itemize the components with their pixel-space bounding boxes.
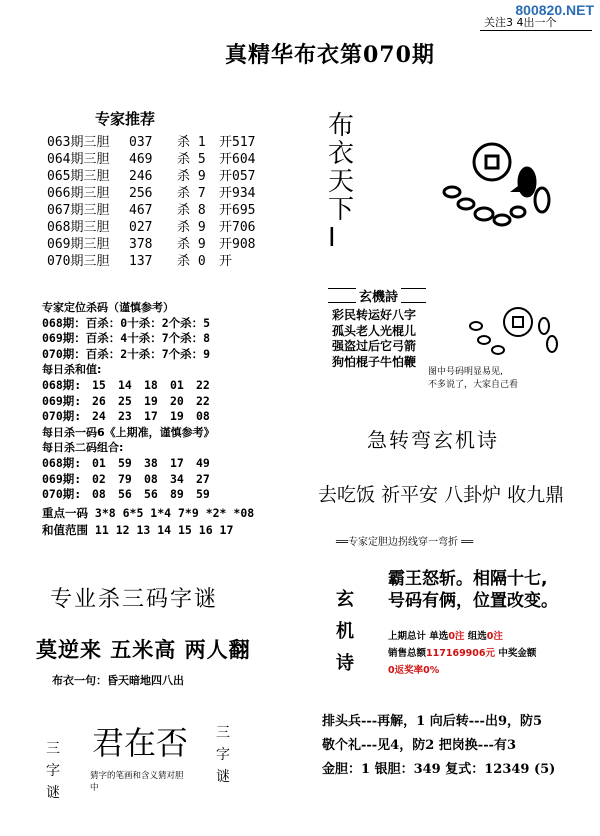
table-row <box>47 151 279 168</box>
num: 26 <box>92 393 106 408</box>
expert-section-title: 专家推荐 <box>95 110 156 128</box>
num: 25 <box>118 393 132 408</box>
final-line: 金胆：1 银胆：349 复式：12349 (5) <box>322 762 556 777</box>
two-kill-row <box>42 456 254 472</box>
expert-table <box>47 134 279 270</box>
divider <box>480 30 592 31</box>
poem-line: 狗怕棍子牛怕鞭 <box>332 354 417 369</box>
period: 068期: <box>42 377 82 392</box>
period: 070期: <box>42 487 82 502</box>
xuanji-label: 玄机诗 <box>336 589 354 674</box>
hint-line: 不多说了，大家自己看 <box>428 380 519 390</box>
dan: 246 <box>129 169 153 184</box>
two-kill-title: 每日杀二码组合: <box>42 441 124 455</box>
num: 02 <box>92 471 106 486</box>
open: 开057 <box>219 169 256 184</box>
lottery-line: 0返奖率0% <box>388 665 440 676</box>
num: 18 <box>144 377 158 392</box>
sum-kill-title: 每日杀和值: <box>42 363 102 377</box>
kill: 杀 9 <box>177 220 206 235</box>
poem <box>332 308 416 370</box>
hint-note <box>428 366 518 392</box>
lottery-line <box>388 628 536 645</box>
poem-title: 玄機詩 <box>356 286 401 305</box>
follow-note: 关注3 4出一个 <box>484 16 557 29</box>
period: 069期三胆 <box>47 237 110 252</box>
lottery-line <box>388 645 536 662</box>
final-lines <box>322 710 555 782</box>
num: 56 <box>144 487 158 502</box>
dan: 137 <box>129 254 153 269</box>
period: 069期: <box>42 393 82 408</box>
coin-chain-icon <box>460 296 570 366</box>
num: 08 <box>144 471 158 486</box>
riddle-words: 莫逆来 五米高 两人翻 <box>36 638 251 662</box>
period: 067期三胆 <box>47 203 110 218</box>
num: 24 <box>92 409 106 424</box>
two-kill-row <box>42 487 254 503</box>
three-char-riddle-label: 三字谜 <box>46 741 60 801</box>
pos-kill-row: 069期：百杀：4十杀：7个杀：8 <box>42 331 211 346</box>
quad-words: 去吃饭 祈平安 八卦炉 收九鼎 <box>318 484 565 506</box>
open: 开517 <box>219 135 256 150</box>
open: 开 <box>219 254 233 269</box>
sum-range: 和值范围 11 12 13 14 15 16 17 <box>42 523 234 538</box>
pos-kill-row: 068期：百杀：0十杀：2个杀：5 <box>42 315 211 330</box>
num: 22 <box>196 377 210 392</box>
period: 070期三胆 <box>47 254 110 269</box>
value: 117169906元 <box>426 648 496 659</box>
focus-one: 重点一码 3*8 6*5 1*4 7*9 *2* *08 <box>42 505 255 520</box>
table-row <box>47 168 279 185</box>
num: 01 <box>170 377 184 392</box>
label: 中奖金额 <box>495 648 537 659</box>
sum-kill-row <box>42 394 254 410</box>
one-line-hint: 布衣一句：昏天暗地四八出 <box>52 674 184 687</box>
dan: 037 <box>129 135 153 150</box>
lottery-info <box>388 628 536 679</box>
kill-three-title: 专业杀三码字谜 <box>50 587 219 612</box>
one-kill-title: 每日杀一码6《上期准，谨慎参考》 <box>42 425 215 439</box>
final-line: 排头兵---再解，1 向后转---出9，防5 <box>322 714 543 729</box>
page-title: 真精华布衣第070期 <box>225 42 435 68</box>
period: 066期三胆 <box>47 186 110 201</box>
dan: 378 <box>129 237 153 252</box>
num: 49 <box>196 455 210 470</box>
table-row <box>47 219 279 236</box>
pos-kill-title: 专家定位杀码（谨慎参考） <box>42 301 174 314</box>
period: 064期三胆 <box>47 152 110 167</box>
poem-line: 号码有俩，位置改变。 <box>388 591 558 611</box>
sharp-turn-title: 急转弯玄机诗 <box>367 428 499 452</box>
riddle-text: 君在否 <box>92 724 189 762</box>
label: 组选 <box>464 631 487 642</box>
period: 065期三胆 <box>47 169 110 184</box>
table-row <box>47 236 279 253</box>
period: 070期: <box>42 409 82 424</box>
dan: 469 <box>129 152 153 167</box>
value: 0注 <box>486 631 503 642</box>
hint-line: 图中号码明显易见, <box>428 367 503 377</box>
num: 08 <box>92 487 106 502</box>
num: 19 <box>144 393 158 408</box>
final-line: 敬个礼---见4，防2 把岗换---有3 <box>322 738 517 753</box>
period: 069期: <box>42 471 82 486</box>
poem-line: 霸王怒斩。相隔十七, <box>388 569 548 589</box>
num: 56 <box>118 487 132 502</box>
num: 79 <box>118 471 132 486</box>
poem-line: 孤头老人光棍儿 <box>332 323 417 338</box>
dan: 027 <box>129 220 153 235</box>
num: 27 <box>196 471 210 486</box>
num: 19 <box>170 409 184 424</box>
num: 20 <box>170 393 184 408</box>
period: 068期三胆 <box>47 220 110 235</box>
riddle-note: 猜字的笔画和含义猜对胆中 <box>90 771 184 793</box>
kill: 杀 7 <box>177 186 206 201</box>
kill: 杀 1 <box>177 135 206 150</box>
num: 14 <box>118 377 132 392</box>
num: 17 <box>170 455 184 470</box>
num: 23 <box>118 409 132 424</box>
value: 0注 <box>448 631 465 642</box>
poem-line: 彩民转运好八字 <box>332 308 417 322</box>
period: 068期: <box>42 455 82 470</box>
open: 开604 <box>219 152 256 167</box>
num: 08 <box>196 409 210 424</box>
num: 17 <box>144 409 158 424</box>
num: 15 <box>92 377 106 392</box>
open: 开934 <box>219 186 256 201</box>
dan: 256 <box>129 186 153 201</box>
kill: 杀 5 <box>177 152 206 167</box>
sum-kill-row <box>42 378 254 394</box>
table-row <box>47 134 279 151</box>
poem-line: 强盗过后它弓箭 <box>332 339 417 353</box>
pos-kill-row: 070期：百杀：2十杀：7个杀：9 <box>42 346 211 361</box>
open: 开706 <box>219 220 256 235</box>
table-row <box>47 253 279 270</box>
expert-dan-line: ══专家定胆边拐线穿一弯折 ══ <box>336 537 474 548</box>
label: 销售总额 <box>388 648 427 659</box>
table-row <box>47 202 279 219</box>
label: 上期总计 单选 <box>388 631 449 642</box>
num: 22 <box>196 393 210 408</box>
num: 01 <box>92 455 106 470</box>
three-char-riddle-label: 三字谜 <box>216 725 230 785</box>
kill: 杀 0 <box>177 254 206 269</box>
num: 34 <box>170 471 184 486</box>
num: 59 <box>196 487 210 502</box>
open: 开695 <box>219 203 256 218</box>
open: 开908 <box>219 237 256 252</box>
buyi-title: 布衣天下I <box>328 111 355 253</box>
num: 89 <box>170 487 184 502</box>
kill: 杀 9 <box>177 169 206 184</box>
num: 59 <box>118 455 132 470</box>
num: 38 <box>144 455 158 470</box>
period: 063期三胆 <box>47 135 110 150</box>
poem2 <box>388 568 558 612</box>
sum-kill-row <box>42 409 254 425</box>
stats-block <box>42 300 254 539</box>
site-badge: 800820.NET <box>509 0 600 20</box>
coins-chain-icon <box>432 130 562 240</box>
two-kill-row <box>42 472 254 488</box>
kill: 杀 8 <box>177 203 206 218</box>
kill: 杀 9 <box>177 237 206 252</box>
table-row <box>47 185 279 202</box>
dan: 467 <box>129 203 153 218</box>
